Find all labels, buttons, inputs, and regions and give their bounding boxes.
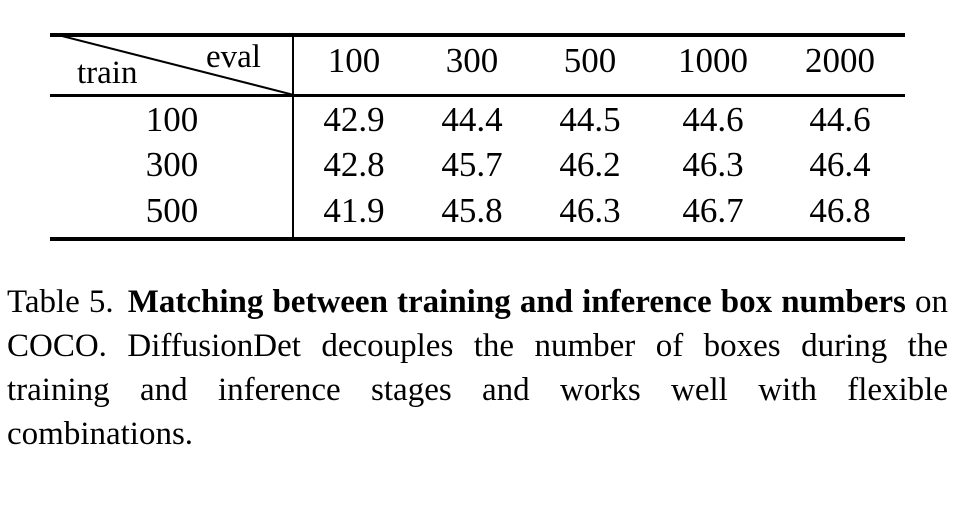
table-cell: 44.5 bbox=[559, 100, 621, 139]
column-header: 300 bbox=[445, 41, 499, 80]
row-label: 500 bbox=[145, 191, 199, 230]
table-cell: 46.4 bbox=[809, 145, 871, 184]
column-header: 100 bbox=[327, 41, 381, 80]
table-bottom-rule bbox=[50, 237, 905, 241]
table-cell: 46.8 bbox=[809, 191, 871, 230]
corner-row-label: train bbox=[77, 55, 138, 91]
table-cell: 45.8 bbox=[441, 191, 503, 230]
table-cell: 44.6 bbox=[682, 100, 744, 139]
table-cell: 46.2 bbox=[559, 145, 621, 184]
table-caption bbox=[7, 280, 948, 456]
corner-col-label: eval bbox=[206, 39, 261, 75]
caption-bold-title: Matching between training and inference box numbers bbox=[127, 284, 906, 320]
column-header: 1000 bbox=[678, 41, 748, 80]
table-cell: 42.8 bbox=[323, 145, 385, 184]
table-cell: 44.4 bbox=[441, 100, 503, 139]
table-cell: 42.9 bbox=[323, 100, 385, 139]
results-table bbox=[50, 33, 905, 241]
row-label: 300 bbox=[145, 145, 199, 184]
row-label: 100 bbox=[145, 100, 199, 139]
table-cell: 44.6 bbox=[809, 100, 871, 139]
column-header: 500 bbox=[563, 41, 617, 80]
caption-label: Table 5. bbox=[7, 284, 114, 320]
table-cell: 45.7 bbox=[441, 145, 503, 184]
table-cell: 46.3 bbox=[682, 145, 744, 184]
table-cell: 46.7 bbox=[682, 191, 744, 230]
column-header: 2000 bbox=[805, 41, 875, 80]
table-cell: 41.9 bbox=[323, 191, 385, 230]
table-cell: 46.3 bbox=[559, 191, 621, 230]
caption-text: on COCO. DiffusionDet decouples the number of boxes during the training and inference stages and works well with flexible combinations. bbox=[7, 284, 948, 452]
